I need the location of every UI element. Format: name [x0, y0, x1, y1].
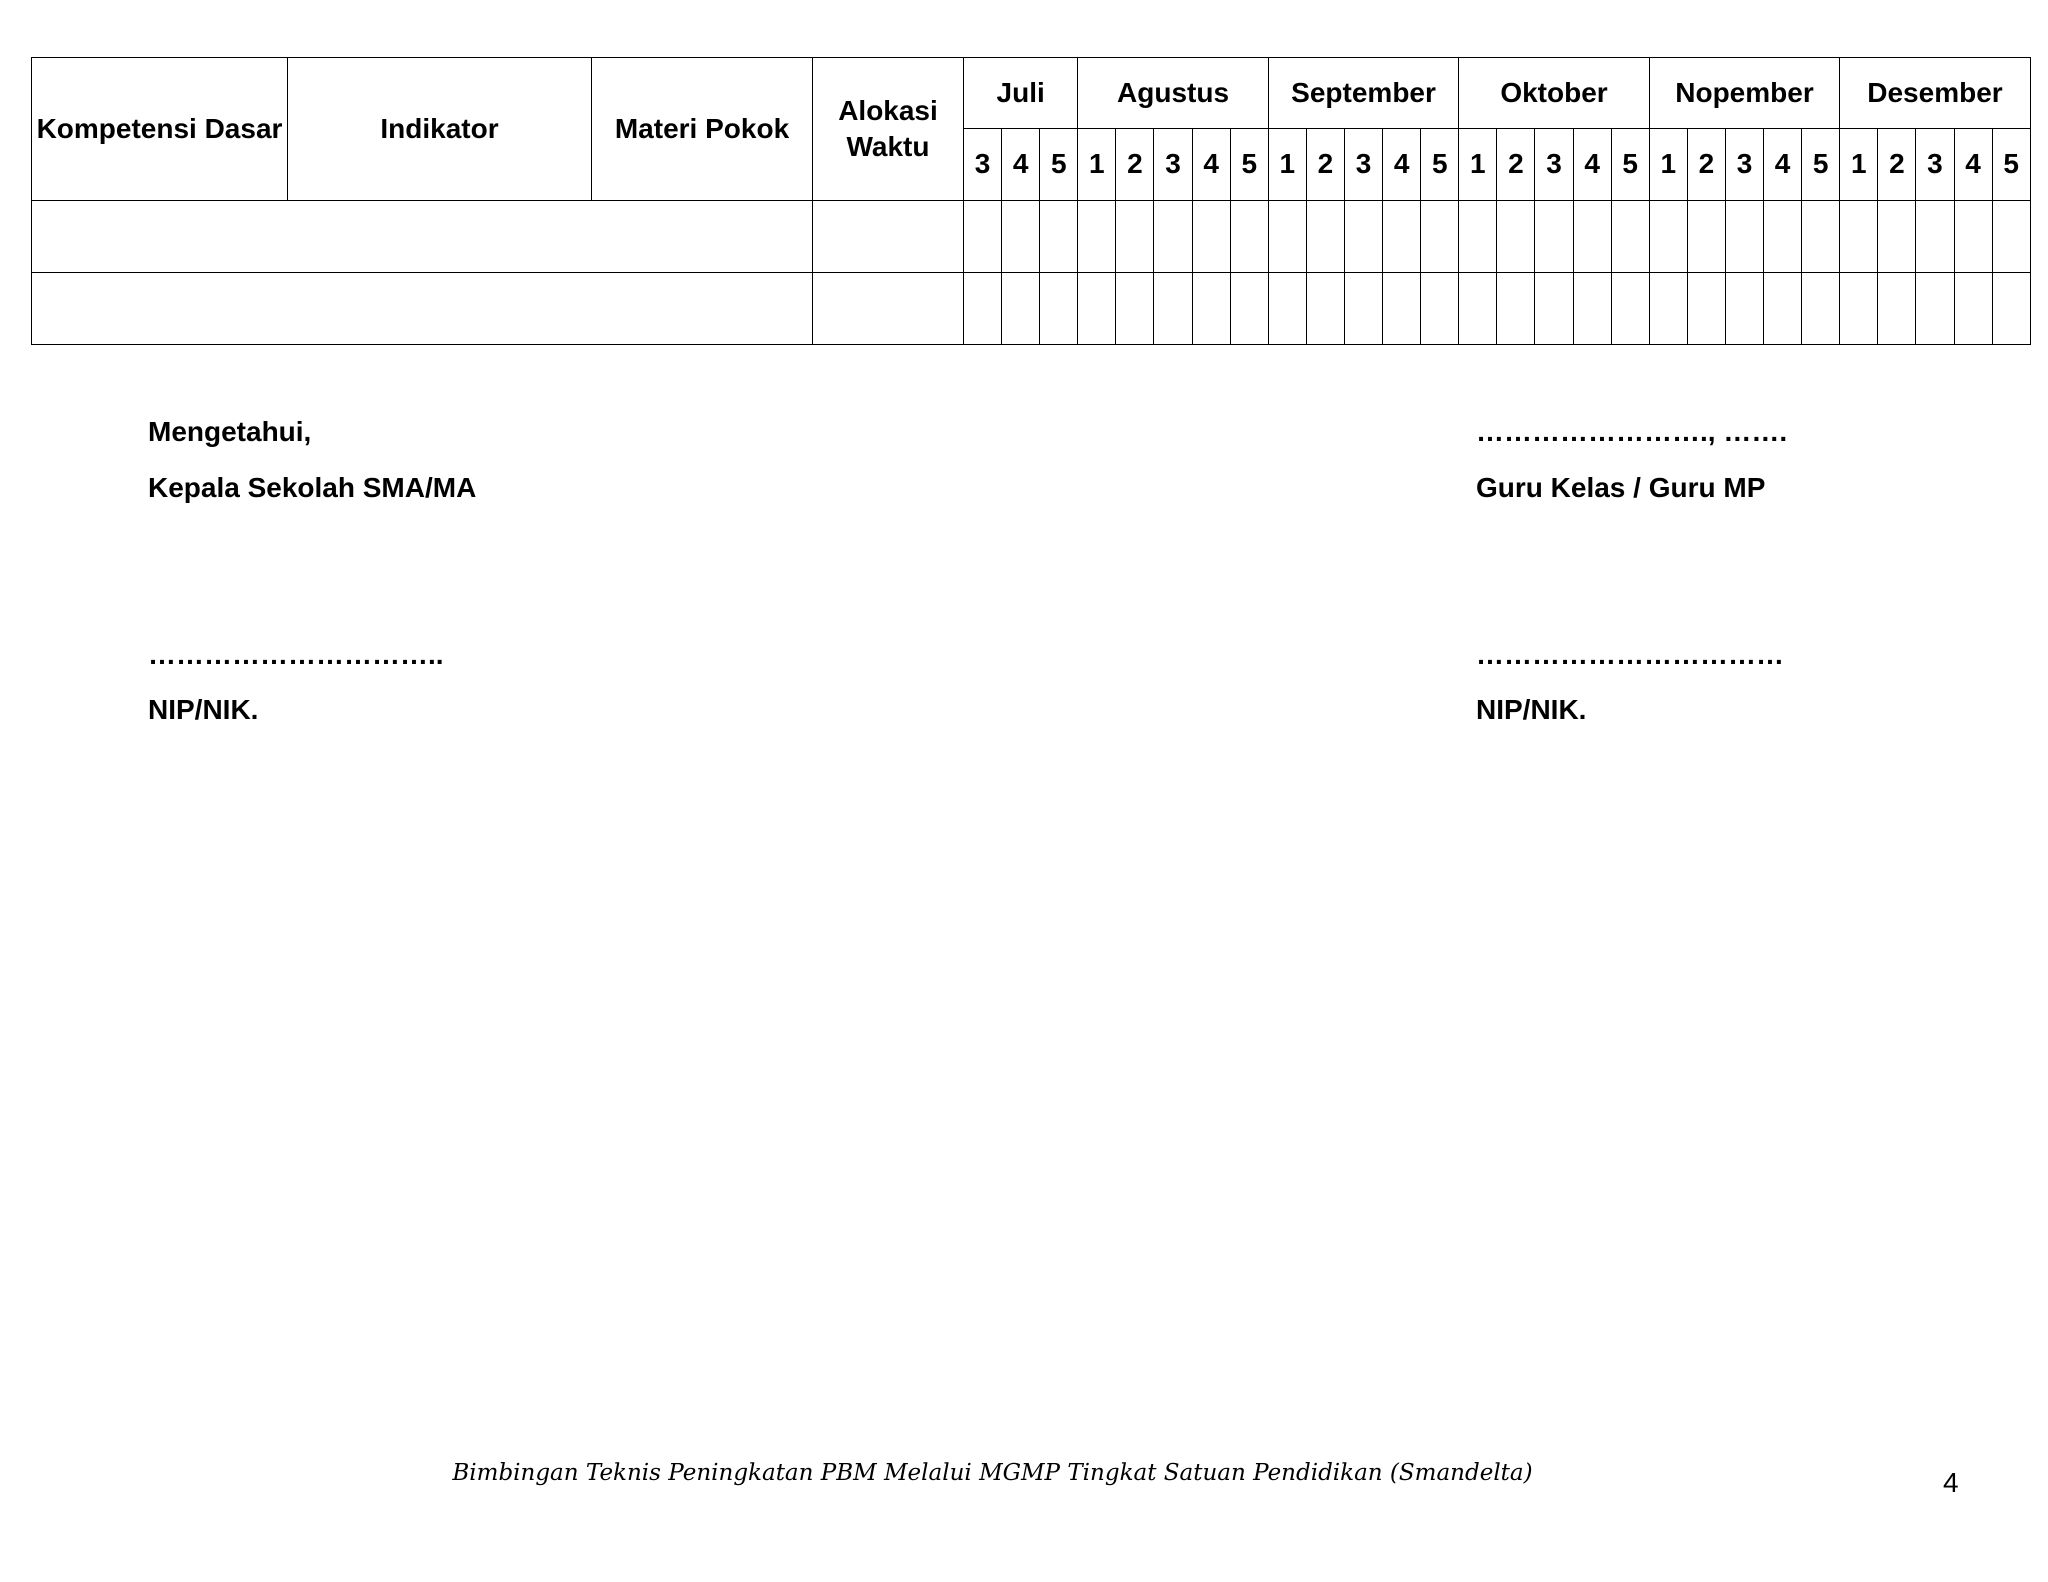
row-content-cell: [32, 201, 813, 273]
week-cell: [1687, 273, 1725, 345]
week-cell: [1649, 273, 1687, 345]
week-header: 2: [1306, 129, 1344, 201]
week-cell: [1497, 201, 1535, 273]
week-cell: [1802, 201, 1840, 273]
week-cell: [1040, 273, 1078, 345]
week-header: 1: [1078, 129, 1116, 201]
week-cell: [1916, 201, 1954, 273]
week-cell: [1459, 201, 1497, 273]
week-header: 1: [1840, 129, 1878, 201]
right-signature-name-placeholder: ……………………………: [1476, 639, 1784, 670]
week-cell: [1383, 273, 1421, 345]
month-header-nopember: Nopember: [1649, 58, 1839, 129]
week-header: 4: [1573, 129, 1611, 201]
row-content-cell: [32, 273, 813, 345]
week-cell: [1497, 273, 1535, 345]
week-header: 5: [1802, 129, 1840, 201]
week-header: 3: [1154, 129, 1192, 201]
week-cell: [1840, 273, 1878, 345]
week-header: 4: [1192, 129, 1230, 201]
week-cell: [964, 273, 1002, 345]
week-cell: [1573, 273, 1611, 345]
month-header-juli: Juli: [964, 58, 1078, 129]
table-row: [32, 273, 2031, 345]
week-header: 4: [1764, 129, 1802, 201]
right-signature-nip: NIP/NIK.: [1476, 694, 1587, 725]
week-header: 1: [1459, 129, 1497, 201]
week-header: 3: [1344, 129, 1382, 201]
left-signature-title: Kepala Sekolah SMA/MA: [148, 472, 477, 503]
week-cell: [1344, 273, 1382, 345]
footer-text: Bimbingan Teknis Peningkatan PBM Melalui MGMP Tingkat Satuan Pendidikan (Smandelta): [452, 1460, 1533, 1486]
month-header-agustus: Agustus: [1078, 58, 1269, 129]
week-header: 2: [1878, 129, 1916, 201]
week-header: 4: [1954, 129, 1992, 201]
week-header: 3: [1916, 129, 1954, 201]
week-cell: [1344, 201, 1382, 273]
week-header: 5: [1992, 129, 2030, 201]
week-cell: [1078, 201, 1116, 273]
week-cell: [1116, 273, 1154, 345]
week-header: 5: [1230, 129, 1268, 201]
week-cell: [1002, 273, 1040, 345]
week-cell: [1192, 201, 1230, 273]
header-materi-pokok: Materi Pokok: [592, 58, 813, 201]
week-cell: [1764, 273, 1802, 345]
week-header: 3: [1535, 129, 1573, 201]
page-number: 4: [1943, 1467, 1959, 1498]
week-cell: [1611, 201, 1649, 273]
week-cell: [1840, 201, 1878, 273]
left-signature-name-placeholder: …………………………..: [148, 639, 444, 670]
week-cell: [1230, 201, 1268, 273]
week-cell: [1687, 201, 1725, 273]
header-kompetensi-dasar: Kompetensi Dasar: [32, 58, 288, 201]
week-cell: [1154, 201, 1192, 273]
week-header: 4: [1002, 129, 1040, 201]
week-cell: [1802, 273, 1840, 345]
week-cell: [1725, 273, 1763, 345]
week-cell: [1611, 273, 1649, 345]
month-header-september: September: [1268, 58, 1458, 129]
left-signature-greeting: Mengetahui,: [148, 416, 312, 447]
header-indikator: Indikator: [288, 58, 592, 201]
week-cell: [1306, 201, 1344, 273]
week-cell: [1649, 201, 1687, 273]
row-alokasi-cell: [813, 273, 964, 345]
week-header: 5: [1040, 129, 1078, 201]
week-cell: [1916, 273, 1954, 345]
week-cell: [1306, 273, 1344, 345]
week-cell: [1725, 201, 1763, 273]
week-header: 5: [1421, 129, 1459, 201]
week-header: 3: [1725, 129, 1763, 201]
month-header-desember: Desember: [1840, 58, 2030, 129]
week-cell: [1078, 273, 1116, 345]
header-alokasi-waktu: Alokasi Waktu: [813, 58, 964, 201]
week-cell: [1535, 201, 1573, 273]
week-header: 1: [1268, 129, 1306, 201]
week-header: 2: [1116, 129, 1154, 201]
week-cell: [1116, 201, 1154, 273]
week-cell: [1040, 201, 1078, 273]
week-cell: [1268, 201, 1306, 273]
table-row: [32, 201, 2031, 273]
schedule-table: [31, 57, 2031, 345]
week-cell: [1421, 201, 1459, 273]
week-cell: [1573, 201, 1611, 273]
row-alokasi-cell: [813, 201, 964, 273]
week-cell: [1764, 201, 1802, 273]
week-cell: [1002, 201, 1040, 273]
week-header: 4: [1383, 129, 1421, 201]
week-cell: [1992, 273, 2030, 345]
week-cell: [1154, 273, 1192, 345]
week-cell: [1954, 201, 1992, 273]
week-header: 2: [1497, 129, 1535, 201]
week-cell: [1268, 273, 1306, 345]
right-signature-title: Guru Kelas / Guru MP: [1476, 472, 1766, 503]
week-cell: [1878, 201, 1916, 273]
month-header-oktober: Oktober: [1459, 58, 1649, 129]
week-cell: [1459, 273, 1497, 345]
week-cell: [1192, 273, 1230, 345]
week-cell: [1878, 273, 1916, 345]
week-cell: [1954, 273, 1992, 345]
week-cell: [1230, 273, 1268, 345]
week-header: 1: [1649, 129, 1687, 201]
week-cell: [1421, 273, 1459, 345]
week-cell: [1535, 273, 1573, 345]
left-signature-nip: NIP/NIK.: [148, 694, 259, 725]
week-header: 3: [964, 129, 1002, 201]
week-header: 2: [1687, 129, 1725, 201]
week-cell: [1383, 201, 1421, 273]
right-signature-place-date: ……………………., …….: [1476, 416, 1788, 447]
week-cell: [964, 201, 1002, 273]
week-header: 5: [1611, 129, 1649, 201]
week-cell: [1992, 201, 2030, 273]
